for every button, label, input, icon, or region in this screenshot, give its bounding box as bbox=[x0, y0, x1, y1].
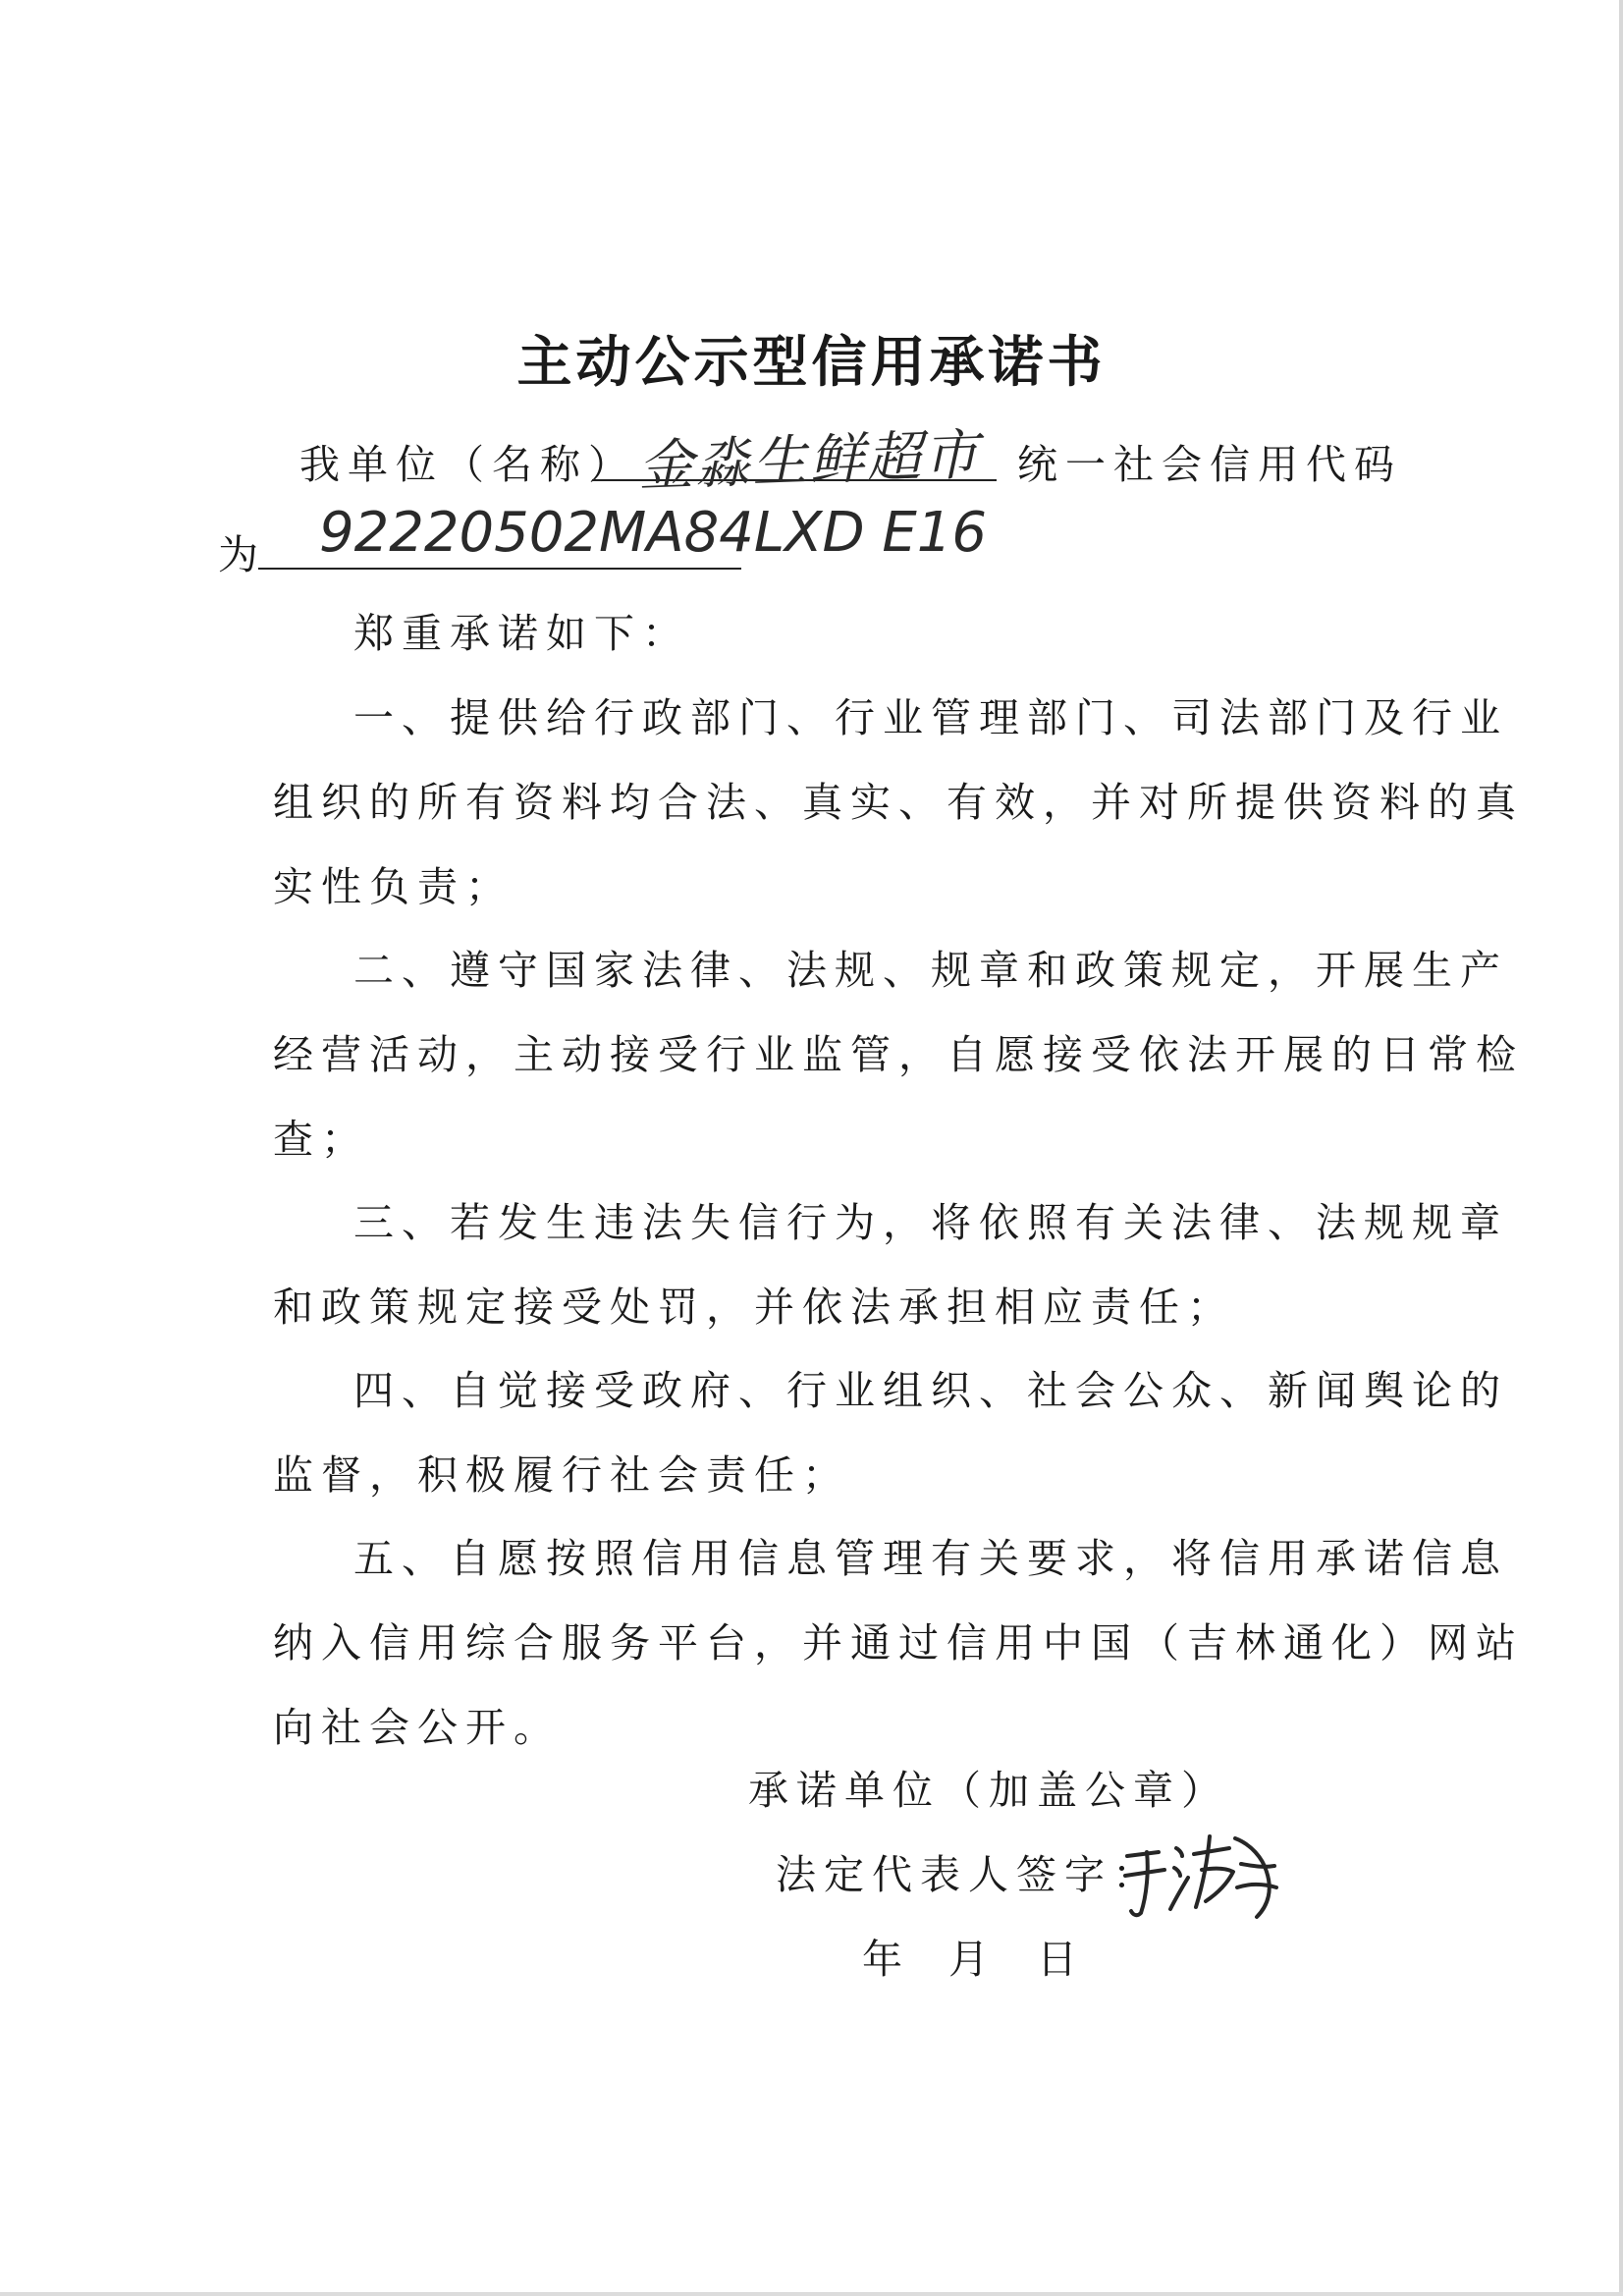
clause-2-line-1: 二、遵守国家法律、法规、规章和政策规定，开展生产 bbox=[353, 947, 1508, 994]
clause-1-line-2: 组织的所有资料均合法、真实、有效，并对所提供资料的真 bbox=[273, 779, 1524, 826]
clause-2-line-3: 查； bbox=[273, 1116, 369, 1163]
date-day: 日 bbox=[1037, 1936, 1077, 1983]
clause-3-line-1: 三、若发生违法失信行为，将依照有关法律、法规规章 bbox=[353, 1199, 1508, 1246]
clause-3-line-2: 和政策规定接受处罚，并依法承担相应责任； bbox=[273, 1284, 1235, 1331]
clause-4-line-2: 监督，积极履行社会责任； bbox=[273, 1451, 850, 1499]
date-year: 年 bbox=[862, 1936, 902, 1983]
intro-suffix: 统一社会信用代码 bbox=[1017, 441, 1402, 488]
legal-rep-label: 法定代表人签字： bbox=[776, 1851, 1161, 1898]
clause-4-line-1: 四、自觉接受政府、行业组织、社会公众、新闻舆论的 bbox=[353, 1367, 1508, 1414]
code-prefix: 为 bbox=[218, 531, 266, 578]
clause-1-line-3: 实性负责； bbox=[273, 863, 514, 910]
solemn-statement: 郑重承诺如下： bbox=[353, 610, 690, 657]
clause-5-line-1: 五、自愿按照信用信息管理有关要求，将信用承诺信息 bbox=[353, 1535, 1508, 1582]
credit-code-handwritten: 92220502MA84LXD E16 bbox=[319, 501, 988, 565]
credit-code-underline bbox=[258, 568, 741, 570]
clause-1-line-1: 一、提供给行政部门、行业管理部门、司法部门及行业 bbox=[353, 694, 1508, 741]
document-title: 主动公示型信用承诺书 bbox=[516, 331, 1107, 395]
page-edge-bottom bbox=[0, 2292, 1623, 2296]
company-name-handwritten: 金淼生鲜超市 bbox=[637, 422, 982, 500]
intro-prefix: 我单位（名称） bbox=[299, 441, 636, 488]
date-month: 月 bbox=[948, 1936, 989, 1983]
seal-label: 承诺单位（加盖公章） bbox=[748, 1767, 1229, 1814]
clause-2-line-2: 经营活动，主动接受行业监管，自愿接受依法开展的日常检 bbox=[273, 1031, 1524, 1078]
handwritten-signature bbox=[1119, 1819, 1296, 1927]
clause-5-line-2: 纳入信用综合服务平台，并通过信用中国（吉林通化）网站 bbox=[273, 1619, 1524, 1667]
clause-5-line-3: 向社会公开。 bbox=[273, 1704, 562, 1751]
